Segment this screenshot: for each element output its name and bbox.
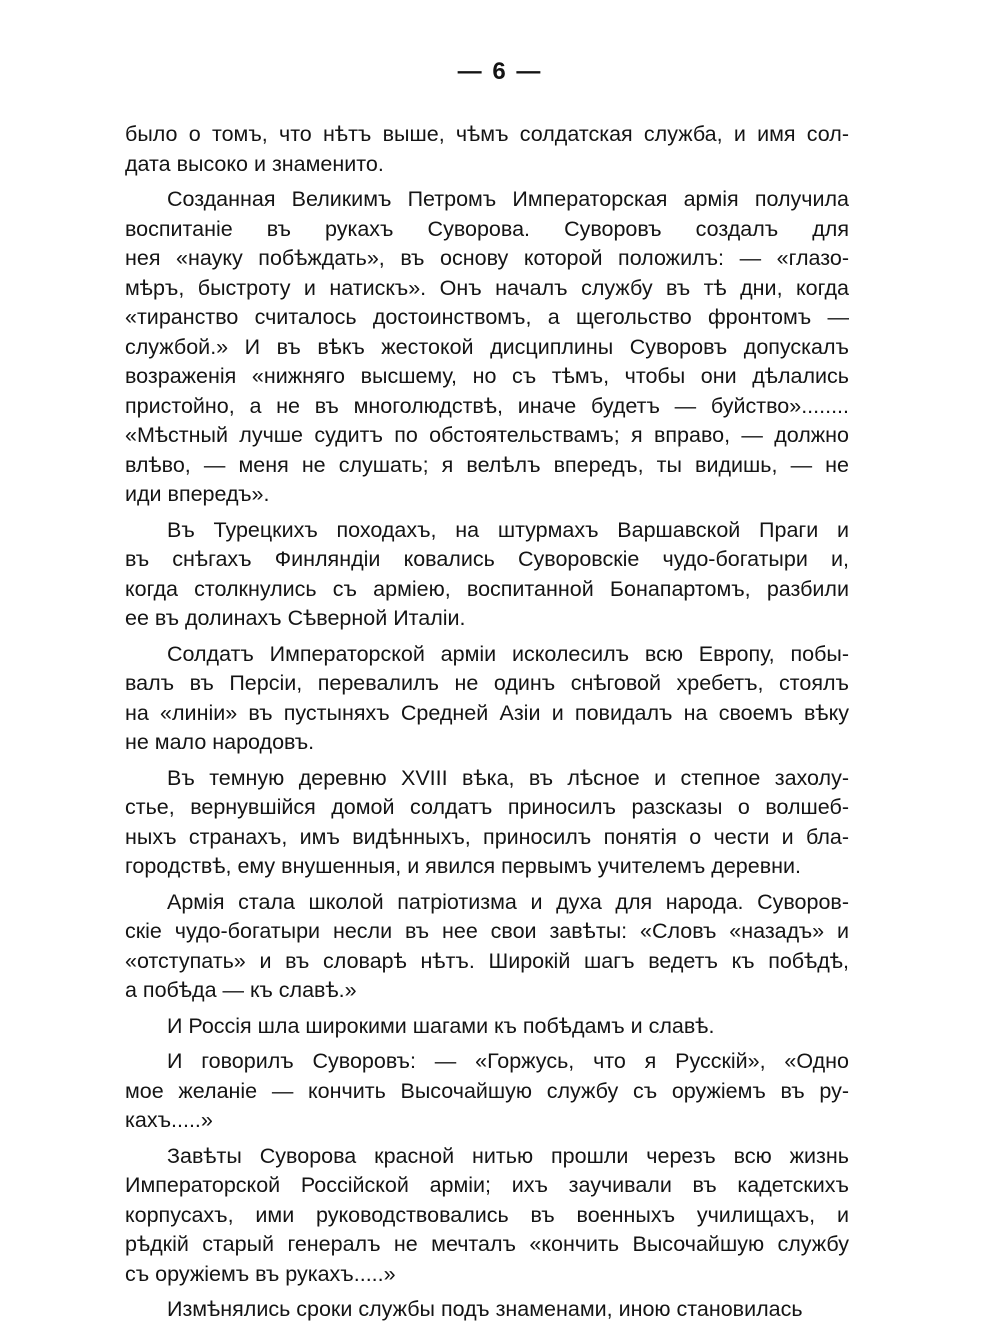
text-line: «Мѣстный лучше судитъ по обстоятельствамъ; я вправо, — должно — [125, 423, 849, 447]
paragraph — [125, 185, 849, 510]
text-line: И Россія шла широкими шагами къ побѣдамъ и славѣ. — [167, 1013, 715, 1038]
text-line: когда столкнулись съ арміею, воспитанной Бонапартомъ, разбили — [125, 576, 849, 601]
text-line: не мало народовъ. — [125, 730, 315, 754]
text-line: Армія стала школой патріотизма и духа для народа. Суворов- — [167, 889, 849, 914]
paragraph — [125, 764, 849, 882]
text-line: рѣдкій старый генералъ не мечталъ «кончить Высочайшую службу — [125, 1232, 849, 1256]
text-line: Завѣты Суворова красной нитью прошли черезъ всю жизнь — [167, 1143, 849, 1168]
text-line: влѣво, — меня не слушать; я велѣлъ впередъ, ты видишь, — не — [125, 452, 849, 477]
text-line: мое желаніе — кончить Высочайшую службу съ оружіемъ въ ру- — [125, 1078, 849, 1103]
text-line: службой.» И въ вѣкъ жестокой дисциплины Суворовъ допускалъ — [125, 334, 849, 359]
text-line: ее въ долинахъ Сѣверной Италіи. — [125, 606, 466, 630]
text-line: Созданная Великимъ Петромъ Императорская армія получила — [167, 187, 849, 211]
text-line: на «линіи» въ пустыняхъ Средней Азіи и повидалъ на своемъ вѣку — [125, 700, 849, 725]
paragraph — [125, 640, 849, 758]
text-line: нея «науку побѣждать», въ основу которой положилъ: — «глазо- — [125, 246, 849, 270]
text-line: «отступать» и въ словарѣ нѣтъ. Широкій шагъ ведетъ къ побѣдѣ, — [125, 948, 849, 973]
text-line: Измѣнялись сроки службы подъ знаменами, иною становилась — [167, 1297, 803, 1321]
text-line: иди впередъ». — [125, 482, 270, 506]
text-line: городствѣ, ему внушенныя, и явился первымъ учителемъ деревни. — [125, 854, 801, 878]
text-line: И говорилъ Суворовъ: — «Горжусь, что я Русскій», «Одно — [167, 1049, 849, 1073]
text-line: пристойно, а не въ многолюдствѣ, иначе будетъ — буйство»........ — [125, 393, 849, 418]
body-text — [125, 120, 849, 1331]
text-line: Въ Турецкихъ походахъ, на штурмахъ Варшавской Праги и — [167, 517, 849, 542]
text-line: въ снѣгахъ Финляндіи ковались Суворовскіе чудо-богатыри и, — [125, 547, 849, 571]
text-line: а побѣда — къ славѣ.» — [125, 978, 357, 1002]
paragraph — [125, 1047, 849, 1136]
text-line: мѣръ, быстроту и натискъ». Онъ началъ службу въ тѣ дни, когда — [125, 275, 849, 300]
page-number: — 6 — — [457, 58, 543, 85]
text-line: скіе чудо-богатыри несли въ нее свои завѣты: «Словъ «назадъ» и — [125, 919, 849, 943]
paragraph — [125, 516, 849, 634]
text-line: дата высоко и знаменито. — [125, 151, 384, 176]
text-line: валъ въ Персіи, перевалилъ не одинъ снѣговой хребетъ, стоялъ — [125, 671, 849, 695]
paragraph — [125, 888, 849, 1006]
text-line: Въ темную деревню XVIII вѣка, въ лѣсное и степное захолу- — [167, 765, 849, 790]
text-line: съ оружіемъ въ рукахъ.....» — [125, 1261, 396, 1286]
text-line: кахъ.....» — [125, 1108, 213, 1132]
text-line: воспитаніе въ рукахъ Суворова. Суворовъ создалъ для — [125, 216, 849, 241]
text-line: Солдатъ Императорской арміи исколесилъ всю Европу, побы- — [167, 641, 849, 666]
text-line: «тиранство считалось достоинствомъ, а щегольство фронтомъ — — [125, 305, 849, 329]
text-line: Императорской Россійской арміи; ихъ заучивали въ кадетскихъ — [125, 1173, 849, 1197]
paragraph — [125, 120, 849, 179]
text-line: корпусахъ, ими руководствовались въ военныхъ училищахъ, и — [125, 1202, 849, 1227]
paragraph — [125, 1295, 849, 1325]
text-line: было о томъ, что нѣтъ выше, чѣмъ солдатская служба, и имя сол- — [125, 122, 849, 146]
paragraph — [125, 1142, 849, 1290]
text-line: стье, вернувшійся домой солдатъ приносилъ разсказы о волшеб- — [125, 795, 849, 819]
paragraph — [125, 1012, 849, 1042]
text-line: возраженія «нижняго высшему, но съ тѣмъ, чтобы они дѣлались — [125, 364, 849, 388]
text-line: ныхъ странахъ, имъ видѣнныхъ, приносилъ понятія о чести и бла- — [125, 824, 849, 849]
